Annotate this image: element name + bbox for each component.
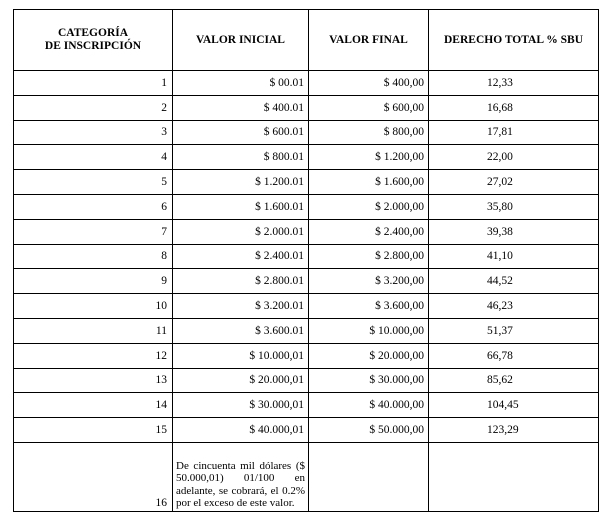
cell-empty xyxy=(309,442,429,511)
cell-derecho-total: 22,00 xyxy=(429,145,599,170)
cell-derecho-total: 16,68 xyxy=(429,95,599,120)
cell-valor-final: $ 800,00 xyxy=(309,120,429,145)
cell-categoria: 16 xyxy=(14,442,173,511)
header-valor-final: VALOR FINAL xyxy=(309,10,429,71)
table-row xyxy=(14,269,599,294)
cell-derecho-total: 85,62 xyxy=(429,368,599,393)
cell-derecho-total: 46,23 xyxy=(429,294,599,319)
cell-categoria: 12 xyxy=(14,343,173,368)
cell-derecho-total: 35,80 xyxy=(429,194,599,219)
table-body xyxy=(14,71,599,512)
cell-valor-inicial: $ 2.400.01 xyxy=(173,244,309,269)
table-row xyxy=(14,343,599,368)
cell-valor-inicial: $ 3.600.01 xyxy=(173,318,309,343)
cell-valor-final: $ 30.000,00 xyxy=(309,368,429,393)
cell-categoria: 1 xyxy=(14,71,173,96)
cell-derecho-total: 41,10 xyxy=(429,244,599,269)
cell-valor-final: $ 10.000,00 xyxy=(309,318,429,343)
cell-derecho-total: 51,37 xyxy=(429,318,599,343)
table-row xyxy=(14,294,599,319)
cell-categoria: 9 xyxy=(14,269,173,294)
cell-valor-final: $ 1.600,00 xyxy=(309,170,429,195)
cell-valor-inicial: $ 800.01 xyxy=(173,145,309,170)
cell-categoria: 10 xyxy=(14,294,173,319)
cell-categoria: 4 xyxy=(14,145,173,170)
header-row xyxy=(14,10,599,71)
cell-categoria: 2 xyxy=(14,95,173,120)
cell-derecho-total: 66,78 xyxy=(429,343,599,368)
table-row xyxy=(14,170,599,195)
cell-valor-final: $ 2.800,00 xyxy=(309,244,429,269)
table-row xyxy=(14,244,599,269)
cell-valor-final: $ 2.000,00 xyxy=(309,194,429,219)
cell-valor-final: $ 50.000,00 xyxy=(309,418,429,443)
cell-derecho-total: 12,33 xyxy=(429,71,599,96)
cell-derecho-total: 123,29 xyxy=(429,418,599,443)
cell-derecho-total: 39,38 xyxy=(429,219,599,244)
cell-valor-final: $ 3.600,00 xyxy=(309,294,429,319)
cell-valor-inicial: $ 600.01 xyxy=(173,120,309,145)
table-row xyxy=(14,145,599,170)
registration-fee-table-container xyxy=(13,9,599,512)
cell-valor-inicial: $ 20.000,01 xyxy=(173,368,309,393)
cell-valor-final: $ 2.400,00 xyxy=(309,219,429,244)
cell-categoria: 13 xyxy=(14,368,173,393)
cell-categoria: 8 xyxy=(14,244,173,269)
cell-derecho-total: 44,52 xyxy=(429,269,599,294)
cell-valor-inicial: $ 00.01 xyxy=(173,71,309,96)
cell-derecho-total: 27,02 xyxy=(429,170,599,195)
cell-categoria: 14 xyxy=(14,393,173,418)
cell-note-exceso: De cincuenta mil dólares ($ 50.000,01) 01/100 en adelante, se cobrará, el 0.2% por el exceso de este valor. xyxy=(173,442,309,511)
cell-valor-inicial: $ 400.01 xyxy=(173,95,309,120)
cell-valor-final: $ 1.200,00 xyxy=(309,145,429,170)
table-row xyxy=(14,393,599,418)
cell-categoria: 6 xyxy=(14,194,173,219)
cell-valor-final: $ 40.000,00 xyxy=(309,393,429,418)
cell-categoria: 15 xyxy=(14,418,173,443)
table-row xyxy=(14,318,599,343)
table-row xyxy=(14,418,599,443)
cell-valor-inicial: $ 2.000.01 xyxy=(173,219,309,244)
cell-valor-inicial: $ 30.000,01 xyxy=(173,393,309,418)
table-row-last xyxy=(14,442,599,511)
table-row xyxy=(14,368,599,393)
cell-valor-final: $ 3.200,00 xyxy=(309,269,429,294)
cell-empty xyxy=(429,442,599,511)
cell-valor-final: $ 20.000,00 xyxy=(309,343,429,368)
cell-valor-inicial: $ 40.000,01 xyxy=(173,418,309,443)
registration-fee-table xyxy=(13,9,599,512)
cell-valor-final: $ 600,00 xyxy=(309,95,429,120)
cell-derecho-total: 104,45 xyxy=(429,393,599,418)
table-row xyxy=(14,95,599,120)
table-row xyxy=(14,71,599,96)
cell-valor-inicial: $ 1.200.01 xyxy=(173,170,309,195)
cell-valor-inicial: $ 10.000,01 xyxy=(173,343,309,368)
cell-categoria: 7 xyxy=(14,219,173,244)
header-derecho-total: DERECHO TOTAL % SBU xyxy=(429,10,599,71)
table-row xyxy=(14,120,599,145)
cell-categoria: 5 xyxy=(14,170,173,195)
cell-valor-inicial: $ 3.200.01 xyxy=(173,294,309,319)
table-row xyxy=(14,194,599,219)
cell-valor-inicial: $ 1.600.01 xyxy=(173,194,309,219)
cell-valor-final: $ 400,00 xyxy=(309,71,429,96)
cell-categoria: 3 xyxy=(14,120,173,145)
header-categoria: CATEGORÍA DE INSCRIPCIÓN xyxy=(14,10,173,71)
cell-categoria: 11 xyxy=(14,318,173,343)
table-row xyxy=(14,219,599,244)
cell-valor-inicial: $ 2.800.01 xyxy=(173,269,309,294)
header-valor-inicial: VALOR INICIAL xyxy=(173,10,309,71)
cell-derecho-total: 17,81 xyxy=(429,120,599,145)
